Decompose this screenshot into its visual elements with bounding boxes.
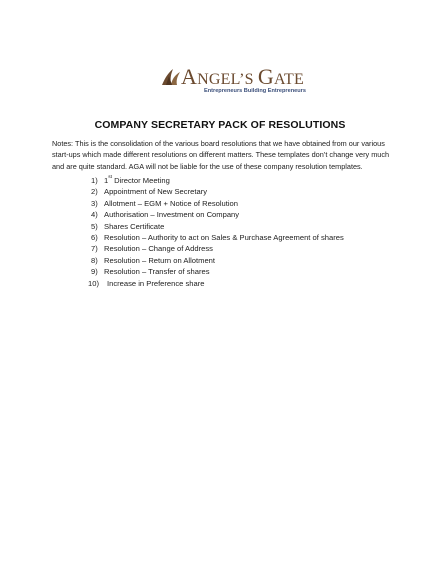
list-item	[91, 221, 344, 232]
list-item-text: Resolution – Transfer of shares	[104, 267, 210, 277]
list-item-number: 1)	[91, 176, 98, 185]
list-item-text: Resolution – Change of Address	[104, 244, 213, 254]
list-item-text: Allotment – EGM + Notice of Resolution	[104, 198, 239, 208]
logo-wordmark: ANGEL’S GATE	[181, 64, 304, 89]
list-item	[91, 175, 344, 186]
list-item-number: 6)	[91, 233, 98, 243]
list-item-text: Authorisation – Investment on Company	[104, 210, 240, 220]
list-item	[91, 209, 344, 220]
list-item-number: 4)	[91, 210, 98, 220]
list-item-text: Resolution – Authority to act on Sales & Purchase Agreement of shares	[104, 233, 344, 243]
document-title: COMPANY SECRETARY PACK OF RESOLUTIONS	[94, 119, 346, 131]
angels-gate-logo	[159, 64, 306, 100]
list-item-text: Shares Certificate	[104, 221, 165, 231]
list-item	[91, 186, 344, 197]
list-item-number: 2)	[91, 187, 98, 197]
list-item-number: 10)	[88, 278, 99, 288]
list-item	[91, 266, 344, 277]
list-item-text: Appointment of New Secretary	[104, 187, 207, 197]
list-item-number: 3)	[91, 198, 98, 208]
list-item-text: 1st Director Meeting	[104, 175, 170, 185]
list-item-number: 8)	[91, 255, 98, 265]
resolutions-list	[88, 175, 344, 289]
logo-tagline: Entrepreneurs Building Entrepreneurs	[204, 88, 306, 94]
list-item	[91, 232, 344, 243]
angel-wing-icon	[159, 66, 181, 88]
list-item-text: Resolution – Return on Allotment	[104, 255, 216, 265]
list-item-number: 7)	[91, 244, 98, 254]
list-item	[88, 278, 344, 289]
list-item-text: Increase in Preference share	[107, 278, 205, 288]
list-item-number: 5)	[91, 221, 98, 231]
list-item	[91, 243, 344, 254]
list-item-number: 9)	[91, 267, 98, 277]
notes-paragraph: Notes: This is the consolidation of the various board resolutions that we have obtained from our various start-ups which made different resolutions on different matters. These templates don’t change very much and are quite standard. AGA will not be liable for the use of these company resolution templates.	[52, 139, 390, 171]
list-item	[91, 255, 344, 266]
list-item	[91, 198, 344, 209]
